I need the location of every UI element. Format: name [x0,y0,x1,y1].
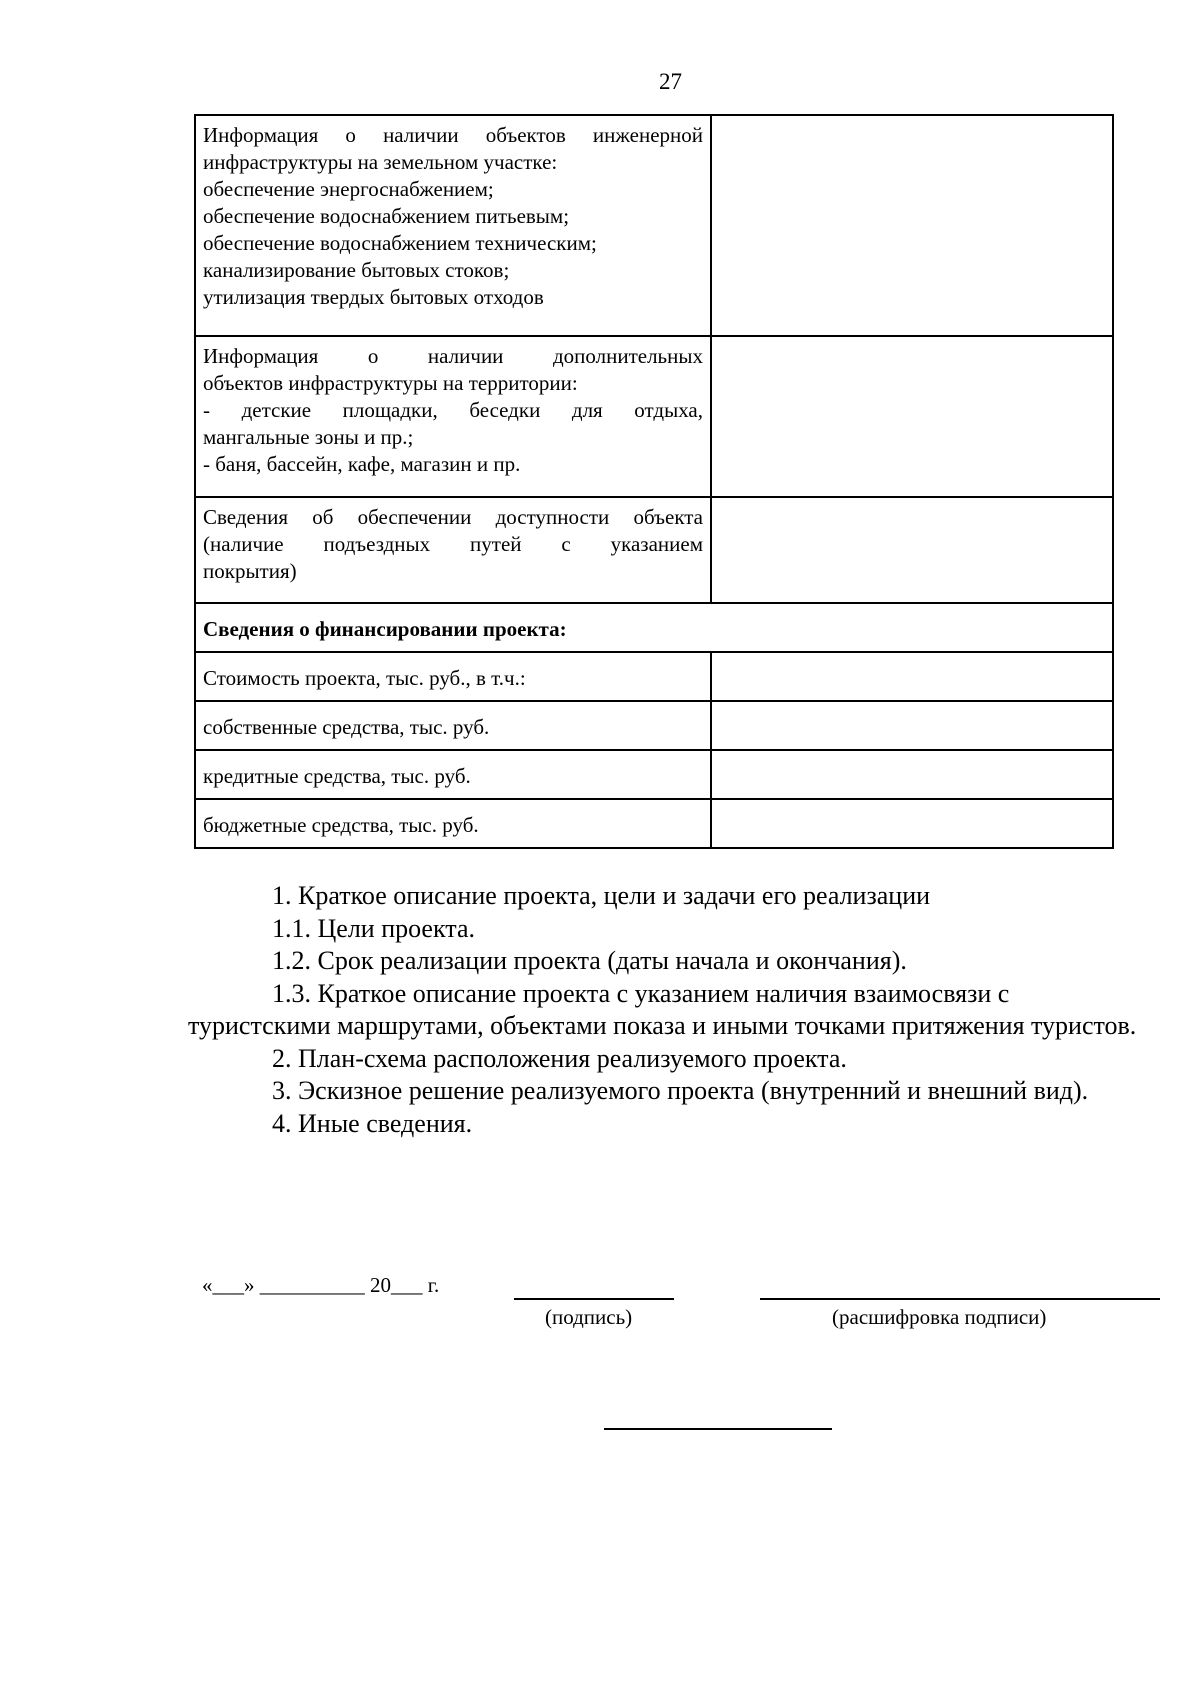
date-field[interactable]: «___» __________ 20___ г. [202,1273,440,1297]
list-item: 2. План-схема расположения реализуемого проекта. [272,1043,847,1073]
text-line: (наличие подъездных путей с указанием [203,532,703,556]
text-line: канализирование бытовых стоков; [203,258,510,282]
text-line: обеспечение водоснабжением питьевым; [203,204,570,228]
text-line: Сведения об обеспечении доступности объекта [203,505,703,529]
text-line: инфраструктуры на земельном участке: [203,150,558,174]
project-description-list [188,880,1148,1140]
table-row [195,603,1113,652]
text-line: утилизация твердых бытовых отходов [203,285,544,309]
text-line: обеспечение водоснабжением техническим; [203,231,597,255]
bottom-underline [604,1428,832,1430]
text-line: обеспечение энергоснабжением; [203,177,494,201]
signature-caption: (подпись) [545,1305,633,1329]
own-funds-value[interactable] [711,701,1113,750]
own-funds-label: собственные средства, тыс. руб. [195,701,711,750]
list-item: 3. Эскизное решение реализуемого проекта (внутренний и внешний вид). [272,1076,1089,1105]
list-item: 1. Краткое описание проекта, цели и задачи его реализации [272,881,931,910]
list-item: 1.1. Цели проекта. [272,913,475,943]
finance-header: Сведения о финансировании проекта: [195,603,1113,652]
text-line: мангальные зоны и пр.; [203,425,414,449]
table-row [195,750,1113,799]
list-item: 1.3. Краткое описание проекта с указанием наличия взаимосвязи с туристскими маршрутами, объектами показа и иными точками притяжения туристов. [188,978,1137,1040]
table-row [195,336,1113,497]
project-cost-value[interactable] [711,652,1113,701]
text-line: объектов инфраструктуры на территории: [203,371,578,395]
budget-funds-label: бюджетные средства, тыс. руб. [195,799,711,848]
accessibility-value[interactable] [711,497,1113,603]
table-row [195,652,1113,701]
list-item: 4. Иные сведения. [272,1108,473,1138]
credit-funds-value[interactable] [711,750,1113,799]
table-row [195,799,1113,848]
accessibility-label [195,497,711,603]
budget-funds-value[interactable] [711,799,1113,848]
signature-block [0,1273,1200,1333]
page-number: 27 [659,69,682,94]
text-line: покрытия) [203,559,297,583]
additional-infrastructure-value[interactable] [711,336,1113,497]
project-cost-label: Стоимость проекта, тыс. руб., в т.ч.: [195,652,711,701]
text-line: - детские площадки, беседки для отдыха, [203,398,703,422]
table-row [195,497,1113,603]
signature-decoding-caption: (расшифровка подписи) [832,1305,1047,1329]
text-line: Информация о наличии дополнительных [203,344,703,368]
signature-decoding-line[interactable] [760,1298,1160,1300]
signature-line[interactable] [514,1298,674,1300]
list-item: 1.2. Срок реализации проекта (даты начала и окончания). [272,946,907,975]
table-row [195,701,1113,750]
table-row [195,115,1113,336]
additional-infrastructure-label [195,336,711,497]
project-info-table [194,114,1114,849]
engineering-infrastructure-value[interactable] [711,115,1113,336]
credit-funds-label: кредитные средства, тыс. руб. [195,750,711,799]
text-line: Информация о наличии объектов инженерной [203,123,703,147]
engineering-infrastructure-label [195,115,711,336]
text-line: - баня, бассейн, кафе, магазин и пр. [203,452,521,476]
